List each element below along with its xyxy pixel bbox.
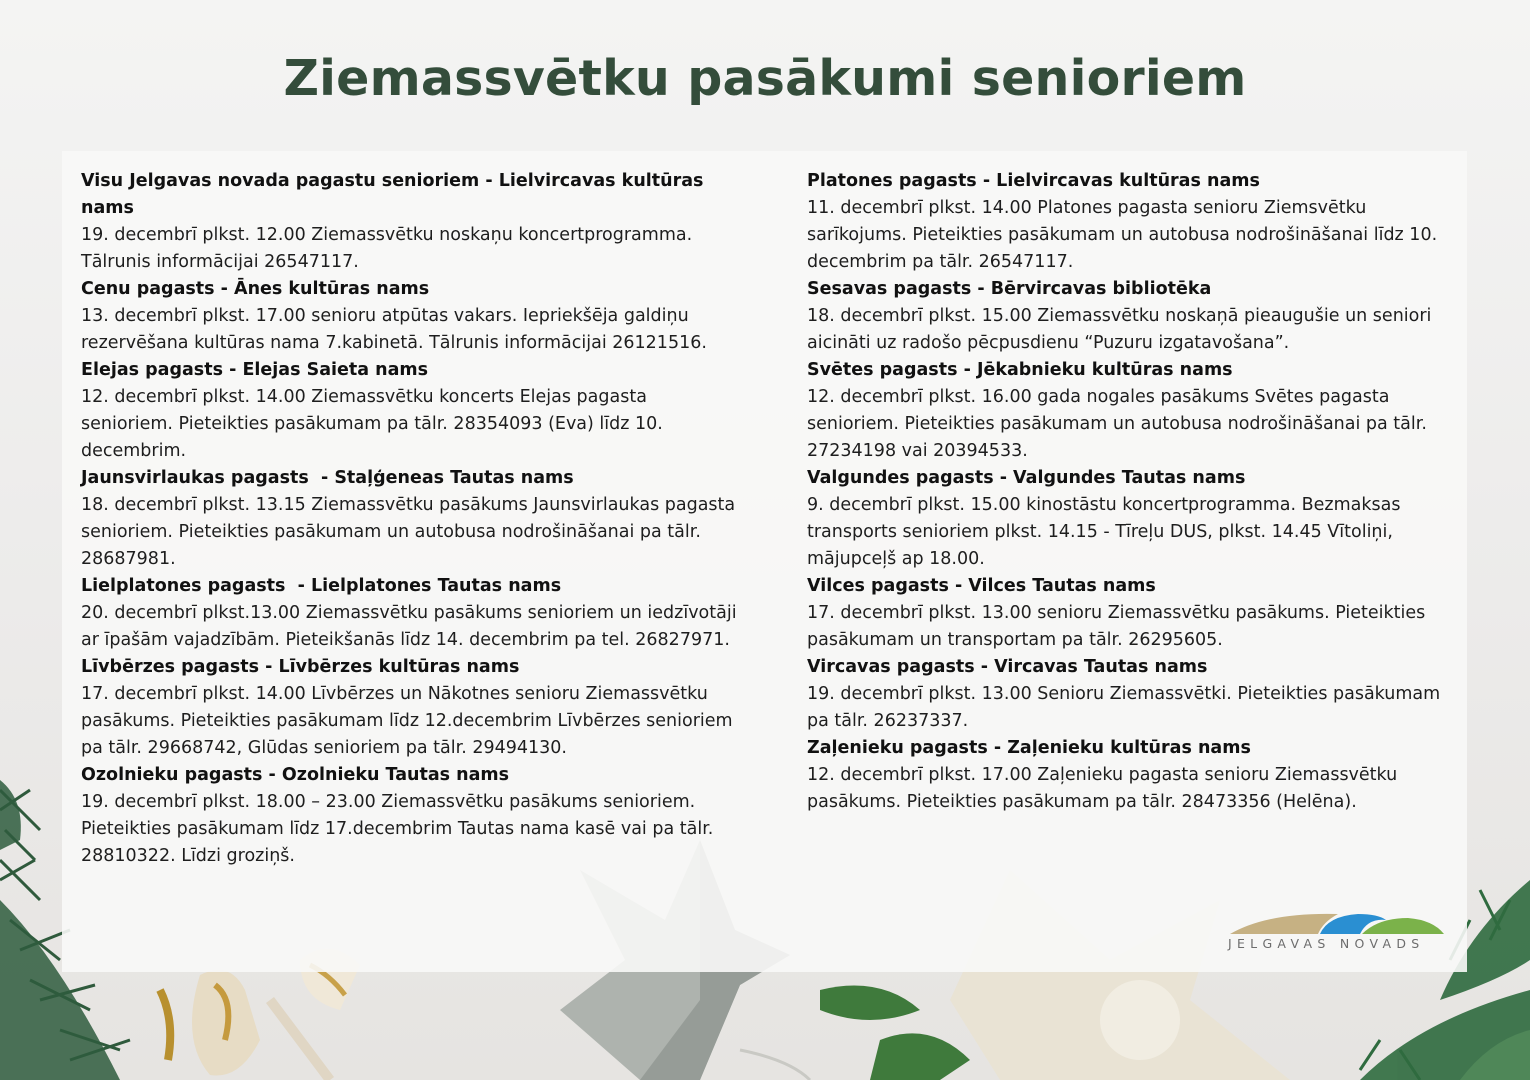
event-description: 20. decembrī plkst.13.00 Ziemassvētku pasākums senioriem un iedzīvotāji ar īpašām vajadzībām. Pieteikšanās līdz 14. decembrim pa tel. 26827971. bbox=[81, 603, 737, 650]
event-description: 18. decembrī plkst. 15.00 Ziemassvētku noskaņā pieaugušie un seniori aicināti uz radošo pēcpusdienu “Puzuru izgatavošana”. bbox=[807, 306, 1432, 353]
event-entry bbox=[807, 573, 1447, 654]
event-description: 11. decembrī plkst. 14.00 Platones pagasta senioru Ziemsvētku sarīkojums. Pieteikties pasākumam un autobusa nodrošināšanai līdz 10. decembrim pa tālr. 26547117. bbox=[807, 198, 1438, 272]
event-description: 9. decembrī plkst. 15.00 kinostāstu koncertprogramma. Bezmaksas transports senioriem plkst. 14.15 - Tīreļu DUS, plkst. 14.45 Vītoliņi, mājupceļš ap 18.00. bbox=[807, 495, 1401, 569]
event-entry bbox=[81, 168, 741, 276]
event-title: Platones pagasts - Lielvircavas kultūras nams bbox=[807, 171, 1260, 191]
right-column bbox=[807, 168, 1447, 816]
event-title: Līvbērzes pagasts - Līvbērzes kultūras nams bbox=[81, 657, 520, 677]
event-entry bbox=[807, 276, 1447, 357]
logo-text: JELGAVAS NOVADS bbox=[1228, 936, 1425, 951]
event-description: 17. decembrī plkst. 13.00 senioru Ziemassvētku pasākums. Pieteikties pasākumam un transportam pa tālr. 26295605. bbox=[807, 603, 1426, 650]
event-entry bbox=[807, 465, 1447, 573]
event-entry bbox=[807, 168, 1447, 276]
event-title: Zaļenieku pagasts - Zaļenieku kultūras nams bbox=[807, 738, 1251, 758]
event-description: 12. decembrī plkst. 17.00 Zaļenieku pagasta senioru Ziemassvētku pasākums. Pieteikties pasākumam pa tālr. 28473356 (Helēna). bbox=[807, 765, 1398, 812]
event-description: 19. decembrī plkst. 12.00 Ziemassvētku noskaņu koncertprogramma. Tālrunis informācijai 26547117. bbox=[81, 225, 693, 272]
event-entry bbox=[81, 357, 741, 465]
event-description: 19. decembrī plkst. 18.00 – 23.00 Ziemassvētku pasākums senioriem. Pieteikties pasākumam līdz 17.decembrim Tautas nama kasē vai pa tālr. 28810322. Līdzi groziņš. bbox=[81, 792, 714, 866]
event-title: Visu Jelgavas novada pagastu senioriem - Lielvircavas kultūras nams bbox=[81, 171, 710, 218]
event-entry bbox=[81, 573, 741, 654]
event-description: 12. decembrī plkst. 16.00 gada nogales pasākums Svētes pagasta senioriem. Pieteikties pasākumam un autobusa nodrošināšanai pa tālr. 27234198 vai 20394533. bbox=[807, 387, 1427, 461]
event-title: Vilces pagasts - Vilces Tautas nams bbox=[807, 576, 1156, 596]
event-description: 13. decembrī plkst. 17.00 senioru atpūtas vakars. Iepriekšēja galdiņu rezervēšana kultūras nama 7.kabinetā. Tālrunis informācijai 26121516. bbox=[81, 306, 707, 353]
event-title: Lielplatones pagasts - Lielplatones Tautas nams bbox=[81, 576, 562, 596]
event-title: Vircavas pagasts - Vircavas Tautas nams bbox=[807, 657, 1208, 677]
page-title: Ziemassvētku pasākumi senioriem bbox=[283, 50, 1247, 107]
event-title: Valgundes pagasts - Valgundes Tautas nams bbox=[807, 468, 1246, 488]
event-entry bbox=[807, 357, 1447, 465]
event-title: Sesavas pagasts - Bērvircavas bibliotēka bbox=[807, 279, 1212, 299]
event-title: Elejas pagasts - Elejas Saieta nams bbox=[81, 360, 429, 380]
event-title: Cenu pagasts - Ānes kultūras nams bbox=[81, 279, 430, 299]
event-entry bbox=[81, 276, 741, 357]
event-description: 18. decembrī plkst. 13.15 Ziemassvētku pasākums Jaunsvirlaukas pagasta senioriem. Pieteikties pasākumam un autobusa nodrošināšanai pa tālr. 28687981. bbox=[81, 495, 736, 569]
event-entry bbox=[81, 762, 741, 870]
event-title: Ozolnieku pagasts - Ozolnieku Tautas nams bbox=[81, 765, 510, 785]
event-title: Svētes pagasts - Jēkabnieku kultūras nams bbox=[807, 360, 1233, 380]
event-description: 17. decembrī plkst. 14.00 Līvbērzes un Nākotnes senioru Ziemassvētku pasākums. Pieteikties pasākumam līdz 12.decembrim Līvbērzes senioriem pa tālr. 29668742, Glūdas senioriem pa tālr. 29494130. bbox=[81, 684, 733, 758]
event-entry bbox=[81, 465, 741, 573]
event-entry bbox=[807, 735, 1447, 816]
left-column bbox=[81, 168, 741, 870]
event-title: Jaunsvirlaukas pagasts - Staļģeneas Tautas nams bbox=[81, 468, 574, 488]
event-description: 19. decembrī plkst. 13.00 Senioru Ziemassvētki. Pieteikties pasākumam pa tālr. 26237337. bbox=[807, 684, 1441, 731]
event-description: 12. decembrī plkst. 14.00 Ziemassvētku koncerts Elejas pagasta senioriem. Pieteikties pasākumam pa tālr. 28354093 (Eva) līdz 10. decembrim. bbox=[81, 387, 663, 461]
event-entry bbox=[81, 654, 741, 762]
green-sprig bbox=[820, 986, 970, 1080]
event-entry bbox=[807, 654, 1447, 735]
